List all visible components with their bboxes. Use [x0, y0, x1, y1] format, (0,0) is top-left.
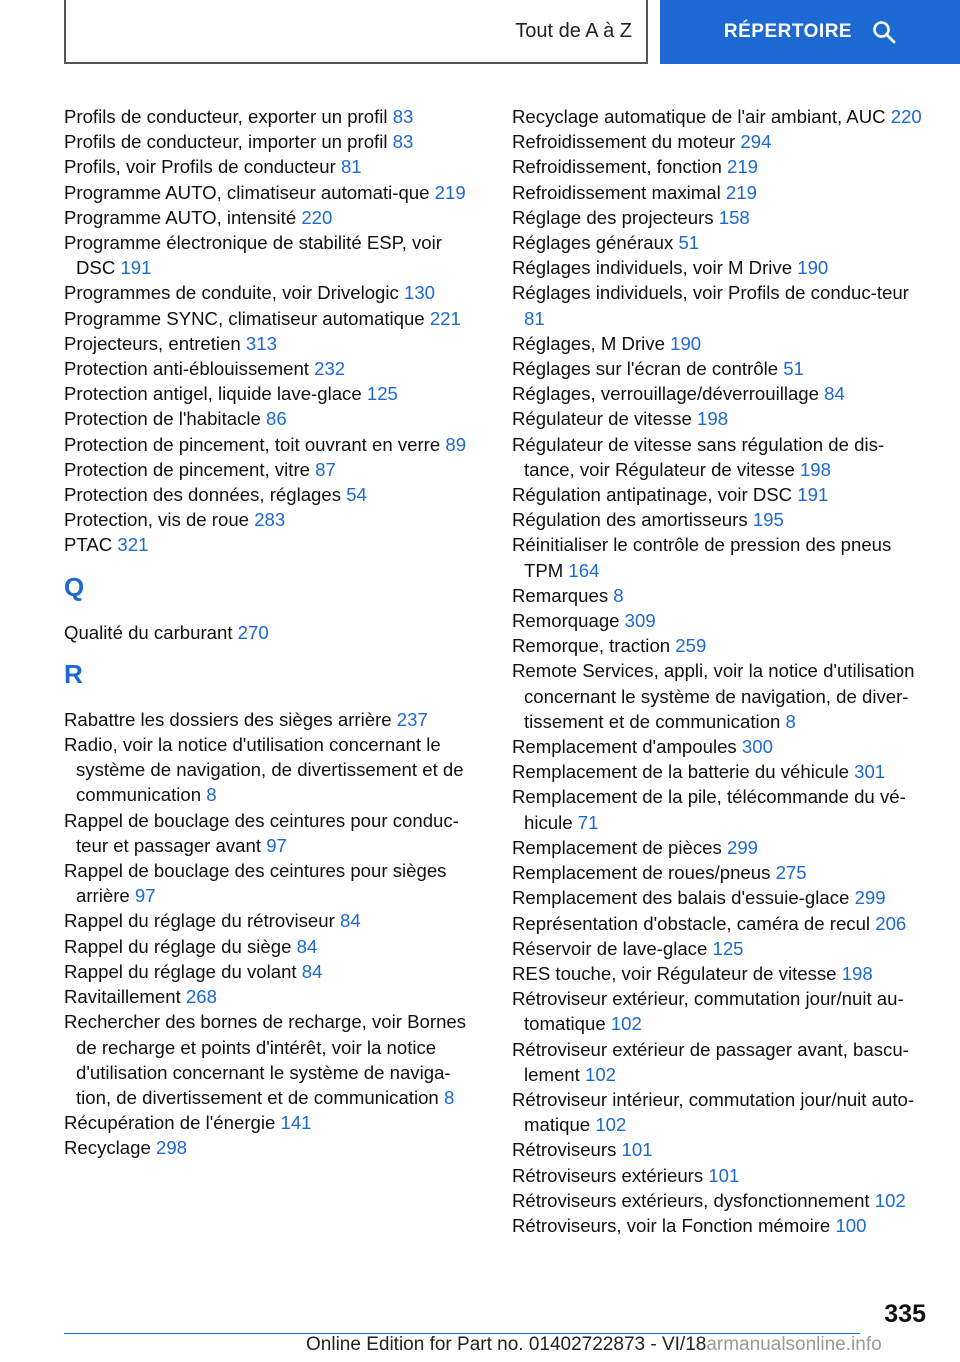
index-entry-text: Remote Services, appli, voir la notice d'utilisation concernant le système de navigation, de diver-tissement et de communication	[512, 660, 915, 732]
index-entry	[512, 1037, 932, 1087]
page-reference-link[interactable]: 81	[340, 156, 362, 178]
index-entry	[512, 482, 932, 507]
page-reference-link[interactable]: 232	[314, 358, 346, 380]
page-reference-link[interactable]: 220	[890, 106, 922, 127]
page-reference-link[interactable]: 8	[613, 584, 624, 606]
page-reference-link[interactable]: 195	[752, 509, 784, 531]
index-entry	[512, 280, 932, 330]
page-reference-link[interactable]: 8	[785, 710, 796, 732]
page-reference-link[interactable]: 84	[824, 383, 845, 405]
page-reference-link[interactable]: 102	[595, 1114, 627, 1136]
page-reference-link[interactable]: 83	[392, 131, 414, 153]
index-entry-text: Réglages, verrouillage/déverrouillage	[512, 383, 819, 405]
page-reference-link[interactable]: 301	[854, 761, 886, 783]
index-entry	[64, 1135, 482, 1160]
index-entry-text: Refroidissement maximal	[512, 181, 721, 203]
index-entry-text: Réglages individuels, voir Profils de conduc-teur	[512, 282, 909, 304]
index-entry	[512, 1087, 932, 1137]
index-entry-text: Protection de pincement, toit ouvrant en verre	[64, 433, 441, 455]
index-entry-text: Refroidissement du moteur	[512, 131, 736, 153]
page-reference-link[interactable]: 102	[610, 1013, 642, 1035]
index-entry-text: Régulation des amortisseurs	[512, 509, 748, 531]
index-entry	[512, 885, 932, 910]
page-reference-link[interactable]: 84	[301, 960, 323, 982]
page-reference-link[interactable]: 164	[568, 559, 600, 581]
index-entry-text: Rappel du réglage du rétroviseur	[64, 910, 335, 932]
index-entry	[512, 986, 932, 1036]
index-entry	[512, 532, 932, 582]
page-reference-link[interactable]: 158	[718, 206, 750, 228]
index-entry-text: Récupération de l'énergie	[64, 1112, 276, 1134]
index-entry-text: Rappel du réglage du siège	[64, 935, 292, 957]
page-reference-link[interactable]: 102	[584, 1063, 617, 1085]
index-entry	[512, 658, 932, 734]
page-reference-link[interactable]: 219	[434, 181, 466, 203]
index-entry	[512, 129, 932, 154]
page-reference-link[interactable]: 102	[874, 1189, 906, 1211]
index-entry	[512, 1188, 932, 1213]
index-entry	[64, 280, 482, 305]
page-reference-link[interactable]: 51	[783, 358, 804, 380]
index-entry	[64, 482, 482, 507]
index-entry-text: Réglages individuels, voir M Drive	[512, 257, 793, 279]
index-entry	[512, 356, 932, 381]
index-entry-text: Rappel de bouclage des ceintures pour sièges arrière	[64, 860, 447, 907]
index-entry	[64, 154, 482, 179]
index-entry	[64, 732, 482, 808]
tab-directory-label: RÉPERTOIRE	[723, 21, 853, 42]
index-entry-text: Remplacement des balais d'essuie-glace	[512, 887, 850, 909]
page-reference-link[interactable]: 219	[726, 156, 759, 178]
index-entry	[512, 230, 932, 255]
page-reference-link[interactable]: 220	[301, 206, 333, 228]
index-entry-text: Remplacement de la pile, télécommande du vé-hicule	[512, 786, 906, 833]
index-entry	[512, 784, 932, 834]
page-reference-link[interactable]: 87	[315, 458, 336, 480]
page-reference-link[interactable]: 101	[708, 1164, 740, 1186]
page-reference-link[interactable]: 125	[712, 937, 744, 959]
index-entry	[64, 180, 482, 205]
index-entry-text: Projecteurs, entretien	[64, 332, 241, 354]
index-entry-text: Réglages sur l'écran de contrôle	[512, 358, 779, 380]
index-entry-text: Réglages, M Drive	[512, 332, 665, 354]
index-entry	[64, 432, 482, 457]
tab-a-to-z[interactable]	[64, 0, 648, 64]
page-reference-link[interactable]: 299	[854, 887, 886, 909]
index-entry-text: Protection de pincement, vitre	[64, 458, 310, 480]
index-entry-text: Régulation antipatinage, voir DSC	[512, 484, 793, 506]
page-reference-link[interactable]: 270	[237, 621, 269, 643]
index-entry	[64, 1110, 482, 1135]
page-reference-link[interactable]: 101	[621, 1139, 653, 1161]
section-letter: Q	[64, 571, 85, 602]
index-entry	[64, 984, 482, 1009]
index-entry-text: Réglages généraux	[512, 232, 674, 254]
page-reference-link[interactable]: 275	[775, 862, 807, 884]
index-entry-text: Refroidissement, fonction	[512, 156, 722, 178]
search-icon	[872, 20, 896, 44]
index-entry	[512, 936, 932, 961]
index-entry-text: Programme AUTO, climatiseur automati-que	[64, 181, 430, 203]
index-entry-text: PTAC	[64, 534, 113, 556]
index-entry-text: Réservoir de lave-glace	[512, 937, 708, 959]
page-reference-link[interactable]: 283	[254, 509, 286, 531]
index-entry	[64, 507, 482, 532]
index-entry	[64, 205, 482, 230]
index-entry	[64, 1009, 482, 1110]
index-entry-text: Protection anti-éblouissement	[64, 358, 309, 380]
index-entry-text: Remplacement d'ampoules	[512, 736, 737, 758]
page-reference-link[interactable]: 84	[339, 910, 361, 932]
index-entry	[512, 911, 932, 936]
index-entry-text: Remorque, traction	[512, 635, 671, 657]
index-entry	[512, 331, 932, 356]
index-entry	[512, 381, 932, 406]
index-entry-text: Rétroviseurs extérieurs	[512, 1164, 704, 1186]
page-reference-link[interactable]: 97	[134, 885, 156, 907]
page-reference-link[interactable]: 313	[245, 332, 277, 354]
page-reference-link[interactable]: 294	[740, 131, 772, 153]
index-entry	[64, 104, 482, 129]
index-entry-text: Protection antigel, liquide lave-glace	[64, 383, 362, 405]
index-entry	[64, 129, 482, 154]
page-reference-link[interactable]: 100	[835, 1214, 867, 1236]
index-entry-text: Programme AUTO, intensité	[64, 206, 297, 228]
index-entry-text: Rechercher des bornes de recharge, voir Bornes de recharge et points d'intérêt, voir la notice d'utilisation concernant le système de naviga-tion, de divertissement et de communication	[64, 1011, 467, 1108]
page-reference-link[interactable]: 300	[741, 736, 773, 758]
index-entry	[64, 707, 482, 732]
page-reference-link[interactable]: 198	[799, 458, 831, 480]
page-reference-link[interactable]: 191	[120, 257, 152, 279]
page-reference-link[interactable]: 8	[443, 1086, 455, 1108]
index-entry	[512, 1137, 932, 1162]
index-entry	[512, 1213, 932, 1238]
index-entry-text: Rétroviseur extérieur de passager avant, bascu-lement	[512, 1038, 909, 1085]
index-entry	[512, 205, 932, 230]
page-reference-link[interactable]: 198	[841, 962, 873, 984]
index-entry-text: Régulateur de vitesse sans régulation de dis-tance, voir Régulateur de vitesse	[512, 433, 885, 480]
page-reference-link[interactable]: 89	[445, 433, 467, 455]
page-reference-link[interactable]: 198	[697, 408, 729, 430]
index-entry-text: Recyclage automatique de l'air ambiant, AUC	[512, 106, 886, 127]
index-entry	[512, 835, 932, 860]
index-entry	[64, 934, 482, 959]
page-reference-link[interactable]: 86	[266, 408, 287, 430]
index-entry-text: Réglage des projecteurs	[512, 206, 714, 228]
page-reference-link[interactable]: 190	[670, 332, 702, 354]
section-letter: R	[64, 658, 83, 689]
index-entry-text: RES touche, voir Régulateur de vitesse	[512, 962, 837, 984]
index-entry-text: Profils, voir Profils de conducteur	[64, 156, 336, 178]
index-entry	[512, 961, 932, 986]
index-entry-text: Protection de l'habitacle	[64, 408, 261, 430]
page-reference-link[interactable]: 141	[280, 1112, 312, 1134]
footer-edition: Online Edition for Part no. 01402722873 - VI/18	[306, 1334, 707, 1355]
page-reference-link[interactable]: 299	[726, 836, 759, 858]
index-entry	[512, 583, 932, 608]
index-entry	[64, 356, 482, 381]
index-entry	[512, 1163, 932, 1188]
index-entry-text: Réinitialiser le contrôle de pression des pneus TPM	[512, 534, 892, 581]
page-reference-link[interactable]: 84	[296, 935, 318, 957]
page-reference-link[interactable]: 81	[524, 307, 545, 329]
index-entry	[512, 860, 932, 885]
index-entry	[512, 255, 932, 280]
index-entry-text: Rétroviseurs, voir la Fonction mémoire	[512, 1214, 831, 1236]
index-entry-text: Programme SYNC, climatiseur automatique	[64, 307, 425, 329]
page-reference-link[interactable]: 219	[725, 181, 757, 203]
index-entry-text: Rétroviseur extérieur, commutation jour/nuit au-tomatique	[512, 988, 904, 1035]
page-reference-link[interactable]: 97	[266, 834, 287, 856]
page-reference-link[interactable]: 191	[797, 484, 829, 506]
page-reference-link[interactable]: 206	[875, 912, 907, 934]
page-reference-link[interactable]: 221	[429, 307, 461, 329]
index-entry	[512, 104, 932, 129]
page-reference-link[interactable]: 51	[678, 232, 700, 254]
index-entry-text: Ravitaillement	[64, 986, 181, 1008]
index-entry	[512, 180, 932, 205]
page-reference-link[interactable]: 130	[404, 282, 436, 304]
index-entry-text: Rétroviseurs	[512, 1139, 617, 1161]
page-reference-link[interactable]: 190	[797, 257, 829, 279]
index-entry-text: Rappel du réglage du volant	[64, 960, 297, 982]
index-column-right	[512, 104, 932, 1238]
index-entry	[64, 406, 482, 431]
index-entry	[512, 734, 932, 759]
index-entry	[64, 808, 482, 858]
index-entry-text: Remorquage	[512, 610, 620, 632]
index-entry	[64, 620, 482, 645]
index-entry-text: Profils de conducteur, importer un profil	[64, 131, 388, 153]
index-entry-text: Remplacement de la batterie du véhicule	[512, 761, 849, 783]
index-entry-text: Remarques	[512, 584, 609, 606]
page-reference-link[interactable]: 298	[156, 1137, 188, 1159]
page-reference-link[interactable]: 83	[392, 106, 414, 127]
index-entry-text: Représentation d'obstacle, caméra de recul	[512, 912, 871, 934]
page-reference-link[interactable]: 259	[675, 635, 707, 657]
index-entry-text: Programmes de conduite, voir Drivelogic	[64, 282, 399, 304]
index-entry-text: Programme électronique de stabilité ESP, voir DSC	[64, 232, 442, 279]
page-reference-link[interactable]: 309	[624, 610, 656, 632]
index-entry	[512, 759, 932, 784]
footer-watermark: armanualsonline.info	[706, 1334, 882, 1355]
index-entry-text: Remplacement de roues/pneus	[512, 862, 771, 884]
index-entry	[64, 381, 482, 406]
index-entry-text: Rétroviseur intérieur, commutation jour/nuit auto-matique	[512, 1088, 915, 1136]
index-entry-text: Qualité du carburant	[64, 621, 233, 643]
page-reference-link[interactable]: 268	[185, 986, 217, 1008]
index-entry-text: Profils de conducteur, exporter un profil	[64, 106, 388, 127]
index-entry	[64, 959, 482, 984]
index-entry	[512, 507, 932, 532]
page-reference-link[interactable]: 125	[366, 383, 398, 405]
index-entry	[512, 633, 932, 658]
index-entry-text: Rabattre les dossiers des sièges arrière	[64, 708, 392, 730]
index-entry-text: Régulateur de vitesse	[512, 408, 692, 430]
index-entry	[512, 406, 932, 431]
index-entry	[64, 331, 482, 356]
index-entry	[512, 432, 932, 482]
index-entry-text: Radio, voir la notice d'utilisation concernant le système de navigation, de divertissement et de communication	[64, 734, 464, 806]
page-reference-link[interactable]: 71	[577, 811, 599, 833]
index-column-left	[64, 104, 482, 1161]
index-entry	[64, 306, 482, 331]
page-reference-link[interactable]: 321	[117, 534, 149, 556]
index-entry	[64, 457, 482, 482]
index-entry	[64, 230, 482, 280]
tab-a-to-z-label: Tout de A à Z	[515, 19, 632, 42]
page-number: 335	[884, 1300, 926, 1328]
index-entry-text: Recyclage	[64, 1137, 151, 1159]
index-entry-text: Rétroviseurs extérieurs, dysfonctionnement	[512, 1189, 870, 1211]
page-reference-link[interactable]: 54	[346, 484, 367, 506]
index-entry-text: Remplacement de pièces	[512, 836, 722, 858]
index-entry	[64, 532, 482, 557]
index-entry-text: Protection, vis de roue	[64, 509, 250, 531]
tab-directory[interactable]	[660, 0, 960, 64]
index-entry	[512, 608, 932, 633]
page-reference-link[interactable]: 8	[206, 784, 217, 806]
index-entry	[512, 154, 932, 179]
page-reference-link[interactable]: 237	[396, 708, 428, 730]
index-entry	[64, 908, 482, 933]
index-entry-text: Protection des données, réglages	[64, 484, 342, 506]
index-entry	[64, 858, 482, 908]
footer	[306, 1334, 882, 1356]
index-entry-text: Rappel de bouclage des ceintures pour conduc-teur et passager avant	[64, 809, 459, 856]
